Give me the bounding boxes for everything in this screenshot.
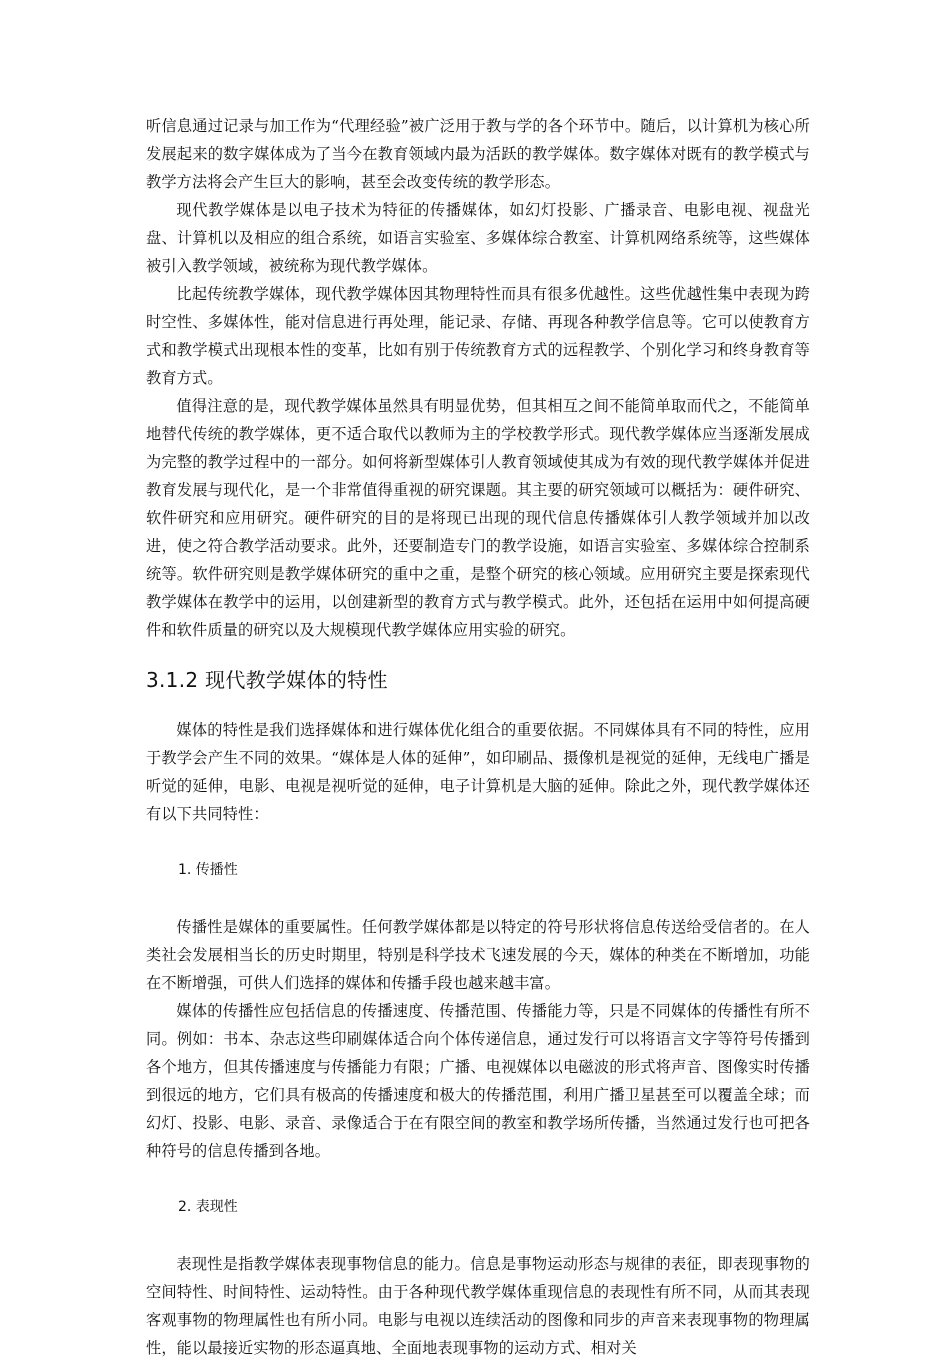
subsection-heading-expressiveness: 2. 表现性 — [178, 1199, 238, 1215]
paragraph-continuation: 听信息通过记录与加工作为“代理经验”被广泛用于教与学的各个环节中。随后，以计算机为核心所发展起来的数字媒体成为了当今在教育领域内最为活跃的教学媒体。数字媒体对既有的教学模式与教学方法将会产生巨大的影响，甚至会改变传统的教学形态。 — [146, 117, 810, 191]
subsection-heading-transmission: 1. 传播性 — [178, 862, 238, 878]
paragraph-modern-media-definition: 现代教学媒体是以电子技术为特征的传播媒体，如幻灯投影、广播录音、电影电视、视盘光盘、计算机以及相应的组合系统，如语言实验室、多媒体综合教室、计算机网络系统等，这些媒体被引入教学领域，被统称为现代教学媒体。 — [146, 201, 810, 275]
page-content — [146, 112, 810, 1362]
paragraph-expressiveness-1: 表现性是指教学媒体表现事物信息的能力。信息是事物运动形态与规律的表征，即表现事物的空间特性、时间特性、运动特性。由于各种现代教学媒体重现信息的表现性有所不同，从而其表现客观事物的物理属性也有所小同。电影与电视以连续活动的图像和同步的声音来表现事物的物理属性，能以最接近实物的形态逼真地、全面地表现事物的运动方式、相对关 — [146, 1255, 810, 1357]
paragraph-media-characteristics-intro: 媒体的特性是我们选择媒体和进行媒体优化组合的重要依据。不同媒体具有不同的特性，应用于教学会产生不同的效果。“媒体是人体的延伸”，如印刷品、摄像机是视觉的延伸，无线电广播是听觉的延伸，电影、电视是视听觉的延伸，电子计算机是大脑的延伸。除此之外，现代教学媒体还有以下共同特性： — [146, 721, 810, 823]
paragraph-research-areas: 值得注意的是，现代教学媒体虽然具有明显优势，但其相互之间不能简单取而代之，不能简单地替代传统的教学媒体，更不适合取代以教师为主的学校教学形式。现代教学媒体应当逐渐发展成为完整的教学过程中的一部分。如何将新型媒体引人教育领域使其成为有效的现代教学媒体并促进教育发展与现代化，是一个非常值得重视的研究课题。其主要的研究领域可以概括为：硬件研究、软件研究和应用研究。硬件研究的目的是将现已出现的现代信息传播媒体引人教学领域并加以改进，使之符合教学活动要求。此外，还要制造专门的教学设施，如语言实验室、多媒体综合控制系统等。软件研究则是教学媒体研究的重中之重，是整个研究的核心领域。应用研究主要是探索现代教学媒体在教学中的运用，以创建新型的教育方式与教学模式。此外，还包括在运用中如何提高硬件和软件质量的研究以及大规模现代教学媒体应用实验的研究。 — [146, 397, 810, 639]
paragraph-transmission-1: 传播性是媒体的重要属性。任何教学媒体都是以特定的符号形状将信息传送给受信者的。在人类社会发展相当长的历史时期里，特别是科学技术飞速发展的今天，媒体的种类在不断增加，功能在不断增强，可供人们选择的媒体和传播手段也越来越丰富。 — [146, 918, 810, 992]
paragraph-transmission-2: 媒体的传播性应包括信息的传播速度、传播范围、传播能力等，只是不同媒体的传播性有所不同。例如：书本、杂志这些印刷媒体适合向个体传递信息，通过发行可以将语言文字等符号传播到各个地方，但其传播速度与传播能力有限；广播、电视媒体以电磁波的形式将声音、图像实时传播到很远的地方，它们具有极高的传播速度和极大的传播范围，利用广播卫星甚至可以覆盖全球；而幻灯、投影、电影、录音、录像适合于在有限空间的教室和教学场所传播，当然通过发行也可把各种符号的信息传播到各地。 — [146, 1002, 810, 1160]
section-heading: 3.1.2 现代教学媒体的特性 — [146, 668, 388, 692]
paragraph-advantages: 比起传统教学媒体，现代教学媒体因其物理特性而具有很多优越性。这些优越性集中表现为跨时空性、多媒体性，能对信息进行再处理，能记录、存储、再现各种教学信息等。它可以使教育方式和教学模式出现根本性的变革，比如有别于传统教育方式的远程教学、个别化学习和终身教育等教育方式。 — [146, 285, 810, 387]
